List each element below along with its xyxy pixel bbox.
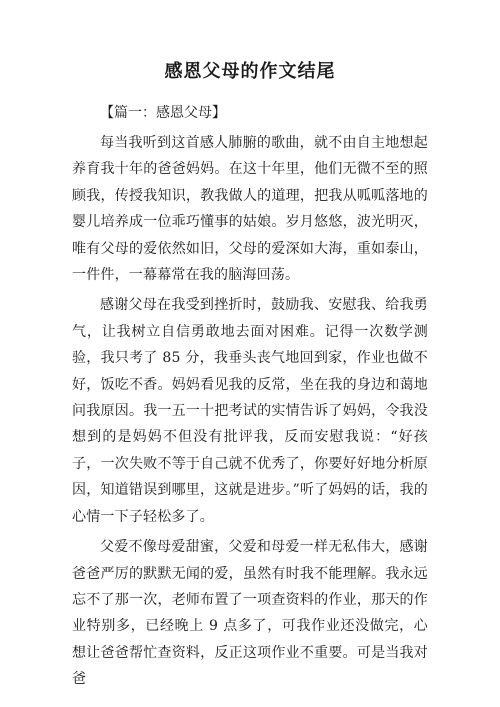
section-heading: 【篇一：感恩父母】 bbox=[100, 105, 226, 121]
paragraph-3: 父爱不像母爱甜蜜，父爱和母爱一样无私伟大，感谢爸爸严厉的默默无闻的爱，虽然有时我不能理解。我永远忘不了那一次，老师布置了一项查资料的作业，那天的作业特别多，已经晚上 9 点多了，可我作业还没做完，心想让爸爸帮忙查资料，反正这项作业不重要。可是当我对爸 bbox=[72, 539, 428, 688]
paragraph-2: 感谢父母在我受到挫折时，鼓励我、安慰我、给我勇气，让我树立自信勇敢地去面对困难。记得一次数学测验，我只考了 85 分，我垂头丧气地回到家，作业也做不好，饭吃不香。妈妈看见我的反常，坐在我的身边和蔼地问我原因。我一五一十把考试的实情告诉了妈妈，令我没想到的是妈妈不但没有批评我，反而安慰我说：“好孩子，一次失败不等于自己就不优秀了，你要好好地分析原因，知道错误到哪里，这就是进步。”听了妈妈的话，我的心情一下子轻松多了。 bbox=[72, 297, 428, 525]
paragraph-1: 每当我听到这首感人肺腑的歌曲，就不由自主地想起养育我十年的爸爸妈妈。在这十年里，他们无微不至的照顾我，传授我知识，教我做人的道理，把我从呱呱落地的婴儿培养成一位乖巧懂事的姑娘。岁月悠悠，波光明灭，唯有父母的爱依然如旧，父母的爱深如大海，重如泰山，一件件，一幕幕常在我的脑海回荡。 bbox=[72, 135, 428, 284]
document-title: 感恩父母的作文结尾 bbox=[164, 61, 336, 82]
